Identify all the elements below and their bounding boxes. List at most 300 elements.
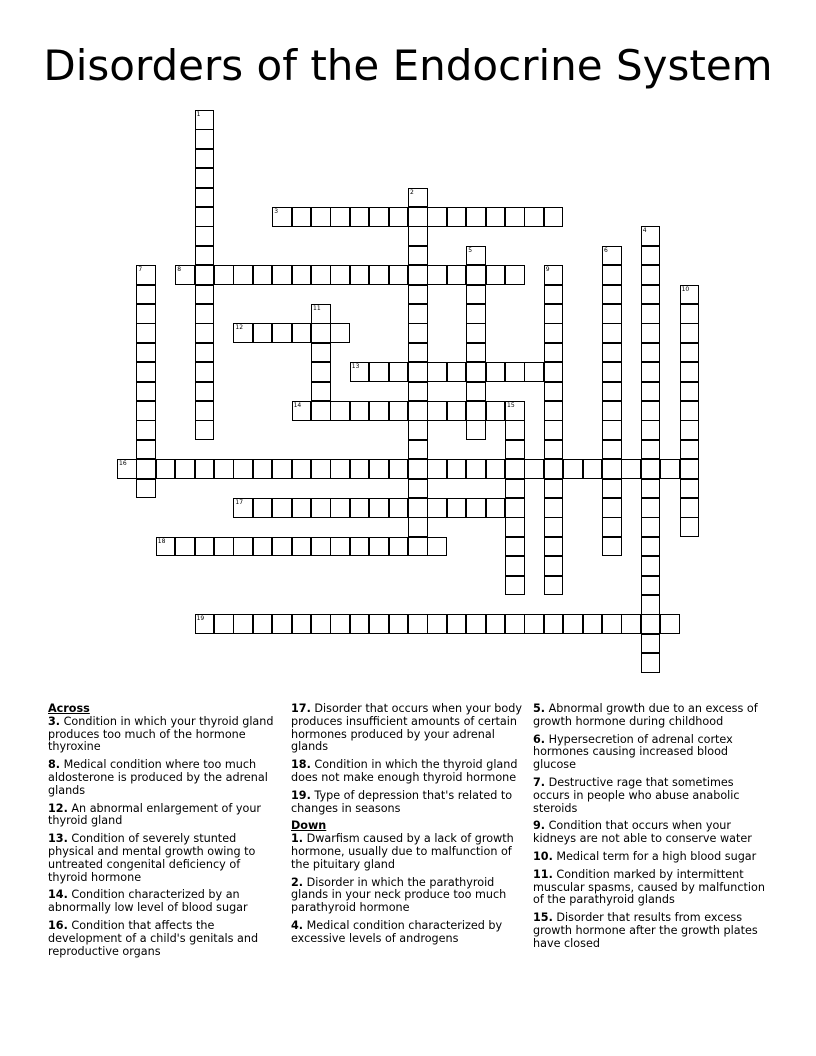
clue-text: Medical condition characterized by excessive levels of androgens [291,918,503,945]
grid-cell[interactable] [195,382,215,402]
grid-cell[interactable] [272,207,292,227]
grid-cell[interactable] [389,498,409,518]
grid-cell[interactable] [447,498,467,518]
grid-cell[interactable] [641,265,661,285]
grid-cell[interactable] [369,459,389,479]
clue-text: Condition that affects the development of a child's genitals and reproductive organs [48,918,259,958]
grid-cell[interactable] [544,479,564,499]
grid-cell[interactable] [408,188,428,208]
grid-cell[interactable] [311,382,331,402]
grid-cell[interactable] [214,614,234,634]
across-clue [291,759,523,785]
grid-cell[interactable] [680,420,700,440]
grid-cell[interactable] [330,207,350,227]
grid-cell[interactable] [486,265,506,285]
grid-cell[interactable] [369,537,389,557]
grid-cell[interactable] [505,420,525,440]
grid-cell[interactable] [272,323,292,343]
grid-cell[interactable] [641,653,661,673]
grid-cell[interactable] [292,614,312,634]
grid-cell[interactable] [408,420,428,440]
grid-cell[interactable] [602,498,622,518]
grid-cell[interactable] [486,498,506,518]
grid-cell[interactable] [466,459,486,479]
grid-cell-number: 14 [293,402,302,409]
grid-cell[interactable] [486,362,506,382]
clues-column-3 [533,703,765,956]
grid-cell[interactable] [524,459,544,479]
down-clue [291,877,523,915]
grid-cell[interactable] [292,537,312,557]
grid-cell[interactable] [641,595,661,615]
grid-cell[interactable] [524,614,544,634]
across-clue [48,716,280,754]
grid-cell[interactable] [641,498,661,518]
grid-cell[interactable] [505,556,525,576]
grid-cell[interactable] [175,459,195,479]
grid-cell[interactable] [544,440,564,460]
grid-cell[interactable] [233,614,253,634]
grid-cell[interactable] [427,401,447,421]
grid-cell[interactable] [408,537,428,557]
grid-cell[interactable] [389,265,409,285]
grid-cell[interactable] [505,207,525,227]
grid-cell[interactable] [447,459,467,479]
grid-cell[interactable] [486,207,506,227]
grid-cell[interactable] [369,362,389,382]
grid-cell[interactable] [544,556,564,576]
down-clue [291,920,523,946]
grid-cell[interactable] [680,382,700,402]
grid-cell[interactable] [233,265,253,285]
grid-cell[interactable] [330,401,350,421]
grid-cell[interactable] [641,226,661,246]
grid-cell[interactable] [369,401,389,421]
grid-cell[interactable] [311,265,331,285]
grid-cell[interactable] [214,537,234,557]
grid-cell[interactable] [195,168,215,188]
grid-cell[interactable] [408,226,428,246]
grid-cell[interactable] [389,537,409,557]
grid-cell[interactable] [389,614,409,634]
grid-cell[interactable] [505,517,525,537]
grid-cell[interactable] [641,556,661,576]
grid-cell[interactable] [544,382,564,402]
grid-cell[interactable] [486,401,506,421]
grid-cell[interactable] [447,614,467,634]
clue-number: 2. [291,875,304,889]
grid-cell[interactable] [641,246,661,266]
grid-cell[interactable] [544,343,564,363]
grid-cell[interactable] [680,362,700,382]
grid-cell[interactable] [641,614,661,634]
grid-cell[interactable] [408,323,428,343]
grid-cell[interactable] [408,382,428,402]
grid-cell[interactable] [680,517,700,537]
grid-cell[interactable] [350,498,370,518]
grid-cell[interactable] [544,537,564,557]
grid-cell[interactable] [680,304,700,324]
grid-cell[interactable] [641,479,661,499]
grid-cell[interactable] [641,362,661,382]
grid-cell[interactable] [602,246,622,266]
grid-cell[interactable] [602,479,622,499]
grid-cell[interactable] [660,459,680,479]
grid-cell[interactable] [602,285,622,305]
grid-cell[interactable] [641,382,661,402]
grid-cell[interactable] [524,362,544,382]
grid-cell[interactable] [641,517,661,537]
grid-cell[interactable] [466,343,486,363]
grid-cell[interactable] [544,265,564,285]
grid-cell[interactable] [408,362,428,382]
grid-cell[interactable] [389,207,409,227]
grid-cell[interactable] [156,459,176,479]
grid-cell[interactable] [544,420,564,440]
grid-cell[interactable] [641,634,661,654]
grid-cell[interactable] [602,343,622,363]
grid-cell[interactable] [272,265,292,285]
grid-cell[interactable] [195,110,215,130]
grid-cell[interactable] [350,614,370,634]
grid-cell[interactable] [389,362,409,382]
grid-cell[interactable] [136,323,156,343]
clue-text: Condition marked by intermittent muscular spasms, caused by malfunction of the parathyroid glands [533,867,765,907]
grid-cell[interactable] [136,459,156,479]
grid-cell[interactable] [253,498,273,518]
clue-text: Type of depression that's related to changes in seasons [291,788,513,815]
grid-cell[interactable] [311,343,331,363]
grid-cell[interactable] [408,479,428,499]
grid-cell[interactable] [350,537,370,557]
grid-cell[interactable] [369,614,389,634]
grid-cell[interactable] [602,304,622,324]
grid-cell[interactable] [641,285,661,305]
grid-cell[interactable] [408,304,428,324]
grid-cell[interactable] [602,265,622,285]
grid-cell[interactable] [544,576,564,596]
grid-cell[interactable] [447,265,467,285]
down-clue [533,912,765,950]
grid-cell[interactable] [602,420,622,440]
grid-cell[interactable] [505,265,525,285]
grid-cell[interactable] [136,440,156,460]
grid-cell[interactable] [427,459,447,479]
grid-cell[interactable] [311,401,331,421]
grid-cell[interactable] [427,498,447,518]
grid-cell[interactable] [466,323,486,343]
grid-cell[interactable] [311,459,331,479]
grid-cell[interactable] [292,498,312,518]
grid-cell[interactable] [602,440,622,460]
grid-cell[interactable] [136,285,156,305]
down-clue [533,703,765,729]
grid-cell[interactable] [195,285,215,305]
grid-cell[interactable] [466,614,486,634]
grid-cell[interactable] [253,265,273,285]
grid-cell[interactable] [195,362,215,382]
grid-cell[interactable] [292,265,312,285]
grid-cell[interactable] [466,304,486,324]
clue-text: Disorder in which the parathyroid glands in your neck produce too much parathyroid hormone [291,875,507,915]
grid-cell[interactable] [544,517,564,537]
grid-cell-number: 11 [313,305,321,312]
grid-cell[interactable] [136,343,156,363]
grid-cell[interactable] [408,285,428,305]
grid-cell[interactable] [505,401,525,421]
grid-cell[interactable] [233,498,253,518]
grid-cell[interactable] [641,459,661,479]
grid-cell[interactable] [330,459,350,479]
grid-cell[interactable] [602,614,622,634]
grid-cell[interactable] [408,614,428,634]
grid-cell[interactable] [427,207,447,227]
grid-cell[interactable] [641,420,661,440]
clue-text: Condition in which your thyroid gland produces too much of the hormone thyroxine [48,714,274,754]
grid-cell[interactable] [311,323,331,343]
grid-cell[interactable] [641,576,661,596]
grid-cell[interactable] [466,382,486,402]
grid-cell[interactable] [350,362,370,382]
grid-cell[interactable] [544,362,564,382]
grid-cell-number: 15 [507,402,515,409]
grid-cell[interactable] [544,614,564,634]
grid-cell[interactable] [563,614,583,634]
grid-cell[interactable] [330,614,350,634]
grid-cell[interactable] [466,362,486,382]
grid-cell[interactable] [350,401,370,421]
grid-cell[interactable] [253,459,273,479]
grid-cell[interactable] [466,285,486,305]
grid-cell[interactable] [447,362,467,382]
grid-cell[interactable] [136,382,156,402]
grid-cell[interactable] [621,614,641,634]
grid-cell[interactable] [369,498,389,518]
grid-cell[interactable] [505,440,525,460]
grid-cell[interactable] [195,614,215,634]
grid-cell[interactable] [272,498,292,518]
grid-cell[interactable] [602,517,622,537]
grid-cell[interactable] [641,323,661,343]
grid-cell[interactable] [136,362,156,382]
grid-cell[interactable] [602,401,622,421]
grid-cell[interactable] [195,265,215,285]
grid-cell[interactable] [602,537,622,557]
grid-cell[interactable] [195,420,215,440]
grid-cell[interactable] [408,343,428,363]
grid-cell-number: 17 [235,499,244,506]
grid-cell[interactable] [136,420,156,440]
grid-cell[interactable] [311,362,331,382]
grid-cell[interactable] [311,304,331,324]
grid-cell[interactable] [117,459,137,479]
grid-cell[interactable] [195,459,215,479]
grid-cell[interactable] [214,265,234,285]
grid-cell[interactable] [408,265,428,285]
grid-cell[interactable] [311,207,331,227]
grid-cell[interactable] [641,537,661,557]
grid-cell[interactable] [680,440,700,460]
clue-number: 15. [533,911,553,925]
grid-cell[interactable] [680,498,700,518]
grid-cell[interactable] [330,498,350,518]
grid-cell[interactable] [330,265,350,285]
grid-cell[interactable] [486,459,506,479]
grid-cell[interactable] [544,285,564,305]
grid-cell[interactable] [330,323,350,343]
grid-cell[interactable] [369,265,389,285]
grid-cell[interactable] [505,576,525,596]
grid-cell[interactable] [602,382,622,402]
grid-cell[interactable] [408,459,428,479]
across-clue [48,803,280,829]
grid-cell[interactable] [641,343,661,363]
grid-cell[interactable] [136,304,156,324]
grid-cell[interactable] [389,459,409,479]
grid-cell[interactable] [408,498,428,518]
grid-cell[interactable] [195,226,215,246]
grid-cell[interactable] [466,401,486,421]
grid-cell[interactable] [680,343,700,363]
grid-cell[interactable] [136,479,156,499]
grid-cell[interactable] [680,285,700,305]
grid-cell-number: 2 [410,188,414,196]
grid-cell[interactable] [641,440,661,460]
across-heading: Across [48,702,90,715]
grid-cell[interactable] [408,440,428,460]
grid-cell[interactable] [311,614,331,634]
grid-cell[interactable] [544,207,564,227]
grid-cell[interactable] [350,207,370,227]
grid-cell[interactable] [602,323,622,343]
grid-cell[interactable] [466,498,486,518]
grid-cell[interactable] [602,362,622,382]
grid-cell[interactable] [466,246,486,266]
grid-cell[interactable] [524,207,544,227]
grid-cell[interactable] [311,498,331,518]
grid-cell[interactable] [427,362,447,382]
grid-cell[interactable] [544,459,564,479]
grid-cell[interactable] [563,459,583,479]
clue-number: 8. [48,758,61,772]
grid-cell[interactable] [408,246,428,266]
grid-cell-number: 10 [681,285,690,293]
grid-cell[interactable] [447,207,467,227]
grid-cell[interactable] [330,537,350,557]
grid-cell[interactable] [641,304,661,324]
page-title: Disorders of the Endocrine System [43,41,773,90]
grid-cell[interactable] [195,343,215,363]
grid-cell[interactable] [680,479,700,499]
grid-cell[interactable] [427,614,447,634]
clue-number: 6. [533,732,546,746]
grid-cell[interactable] [175,265,195,285]
grid-cell[interactable] [253,323,273,343]
grid-cell[interactable] [408,401,428,421]
grid-cell[interactable] [195,323,215,343]
grid-cell[interactable] [175,537,195,557]
grid-cell[interactable] [408,207,428,227]
grid-cell[interactable] [369,207,389,227]
grid-cell[interactable] [544,498,564,518]
grid-cell[interactable] [621,459,641,479]
grid-cell[interactable] [292,401,312,421]
grid-cell[interactable] [233,459,253,479]
grid-cell[interactable] [408,517,428,537]
grid-cell[interactable] [427,537,447,557]
grid-cell[interactable] [427,265,447,285]
grid-cell[interactable] [680,459,700,479]
grid-cell[interactable] [272,459,292,479]
grid-cell[interactable] [195,537,215,557]
across-clue [48,759,280,797]
grid-cell-number: 6 [604,246,608,254]
grid-cell[interactable] [583,459,603,479]
grid-cell[interactable] [350,265,370,285]
grid-cell[interactable] [389,401,409,421]
clue-text: Condition that occurs when your kidneys are not able to conserve water [533,819,752,846]
grid-cell[interactable] [583,614,603,634]
clue-number: 3. [48,714,61,728]
grid-cell[interactable] [292,207,312,227]
grid-cell[interactable] [660,614,680,634]
grid-cell[interactable] [253,614,273,634]
grid-cell[interactable] [272,537,292,557]
grid-cell[interactable] [505,362,525,382]
grid-cell[interactable] [272,614,292,634]
grid-cell[interactable] [466,207,486,227]
grid-cell[interactable] [505,498,525,518]
grid-cell[interactable] [292,323,312,343]
grid-cell[interactable] [195,149,215,169]
grid-cell[interactable] [136,401,156,421]
grid-cell[interactable] [544,304,564,324]
grid-cell[interactable] [447,401,467,421]
grid-cell[interactable] [292,459,312,479]
grid-cell[interactable] [505,537,525,557]
grid-cell[interactable] [195,401,215,421]
grid-cell[interactable] [253,537,273,557]
grid-cell[interactable] [680,323,700,343]
grid-cell[interactable] [466,420,486,440]
grid-cell[interactable] [680,401,700,421]
grid-cell[interactable] [136,265,156,285]
grid-cell[interactable] [602,459,622,479]
clue-number: 4. [291,918,304,932]
grid-cell[interactable] [195,304,215,324]
grid-cell[interactable] [195,188,215,208]
grid-cell[interactable] [233,323,253,343]
grid-cell[interactable] [544,323,564,343]
grid-cell[interactable] [214,459,234,479]
grid-cell[interactable] [195,129,215,149]
grid-cell[interactable] [486,614,506,634]
grid-cell-number: 1 [196,111,201,118]
grid-cell-number: 4 [642,227,647,235]
grid-cell[interactable] [505,614,525,634]
grid-cell[interactable] [505,459,525,479]
grid-cell[interactable] [311,537,331,557]
grid-cell[interactable] [156,537,176,557]
grid-cell[interactable] [195,246,215,266]
grid-cell[interactable] [350,459,370,479]
grid-cell[interactable] [505,479,525,499]
grid-cell[interactable] [641,401,661,421]
grid-cell[interactable] [544,401,564,421]
grid-cell[interactable] [233,537,253,557]
grid-cell[interactable] [195,207,215,227]
grid-cell[interactable] [466,265,486,285]
